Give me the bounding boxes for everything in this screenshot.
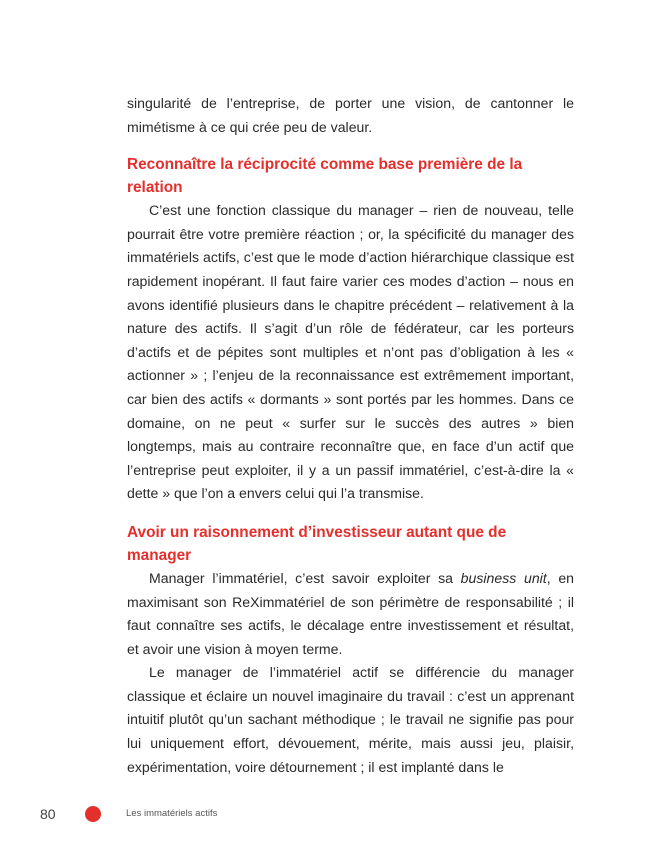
business-unit-emphasis: business unit xyxy=(460,569,547,586)
running-title: Les immatériels actifs xyxy=(126,808,218,819)
paragraph-reciprocity: C’est une fonction classique du manager – rien de nouveau, telle pourrait être votre première réaction ; or, la spécificité du manager des immatériels actifs, c’est que le mode d’action hiérarchique classique est rapidement inopérant. Il faut faire varier ces modes d’action – nous en avons identifié plusieurs dans le chapitre précédent – relativement à la nature des actifs. Il s’agit d’un rôle de fédérateur, car les porteurs d’actifs et de pépites sont multiples et n’ont pas d’obligation à les « actionner » ; l’enjeu de la reconnaissance est extrêmement important, car bien des actifs « dormants » sont portés par les hommes. Dans ce domaine, on ne peut « surfer sur le succès des autres » bien longtemps, mais au contraire reconnaître que, en face d’un actif que l’entreprise peut exploiter, il y a un passif immatériel, c’est-à-dire la « dette » que l’on a envers celui qui l’a transmise. xyxy=(127,202,574,502)
section-heading-reciprocity: Reconnaître la réciprocité comme base première de la relation xyxy=(127,156,523,197)
page-number: 80 xyxy=(40,806,56,822)
paragraph-investor-1 xyxy=(127,567,574,661)
red-dot-icon xyxy=(85,806,101,822)
section-heading-investor: Avoir un raisonnement d’investisseur autant que de manager xyxy=(127,523,507,564)
paragraph-top: singularité de l’entreprise, de porter une vision, de cantonner le mimétisme à ce qui crée peu de valeur. xyxy=(127,95,574,135)
paragraph-investor-1-end: , en maximisant son ReXimmatériel de son périmètre de responsabilité ; il faut connaître ses actifs, le décalage entre investissement et résultat, et avoir une vision à moyen terme. xyxy=(127,569,575,657)
paragraph-investor-2: Le manager de l’immatériel actif se différencie du manager classique et éclaire un nouvel imaginaire du travail : c’est un apprenant intuitif plutôt qu’un sachant méthodique ; le travail ne signifie pas pour lui uniquement effort, dévouement, mérite, mais aussi jeu, plaisir, expérimentation, voire détournement ; il est implanté dans le xyxy=(127,664,574,775)
text-column xyxy=(127,92,574,779)
page-footer xyxy=(0,804,650,824)
paragraph-investor-1-start: Manager l’immatériel, c’est savoir exploiter sa xyxy=(149,569,461,586)
